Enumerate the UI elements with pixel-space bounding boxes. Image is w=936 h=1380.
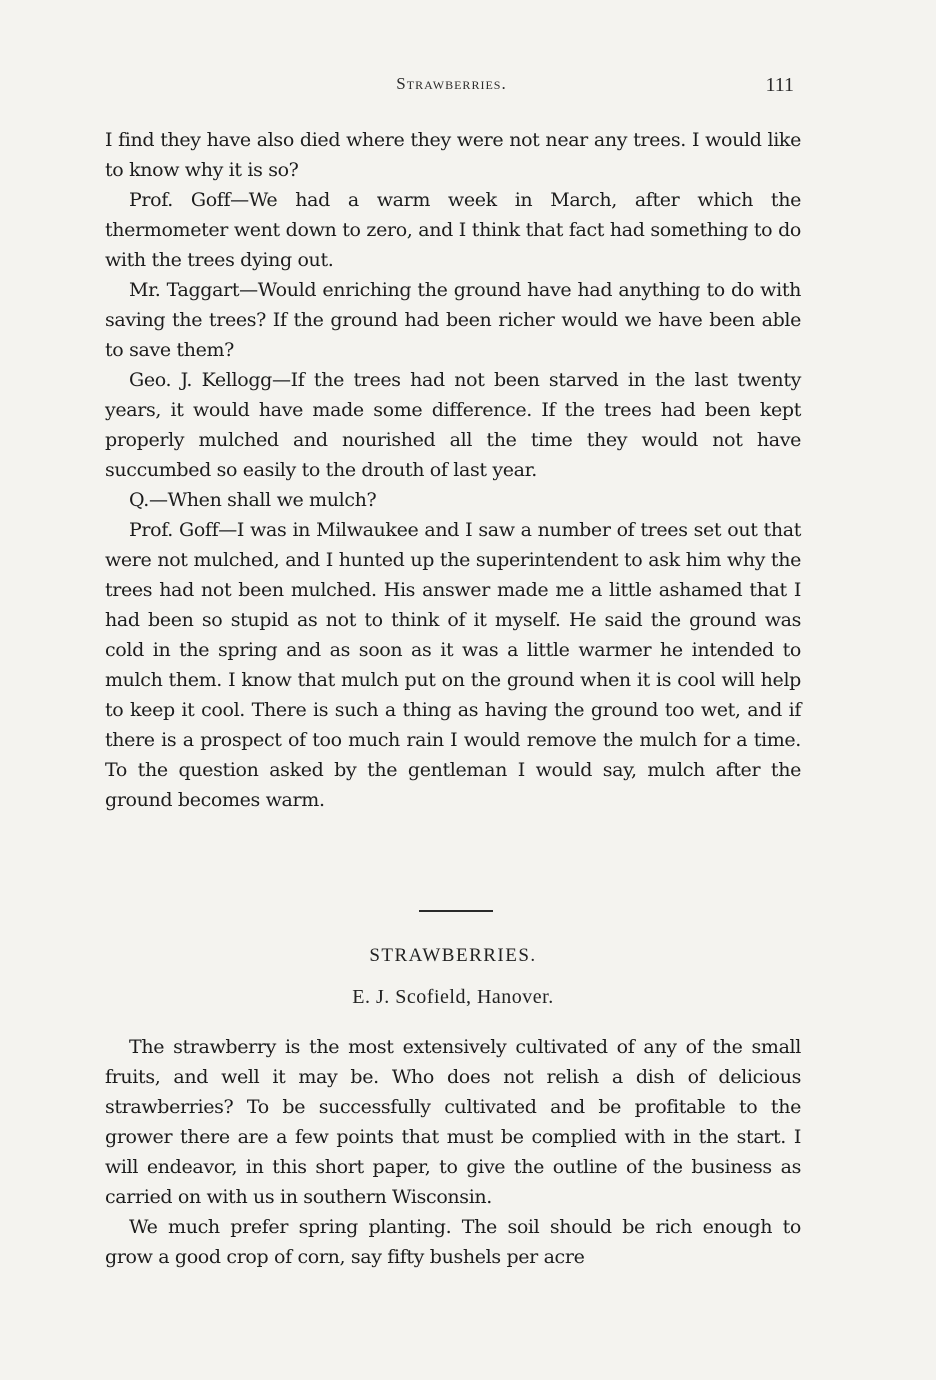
paragraph: Prof. Goff—We had a warm week in March, after which the thermometer went down to zero, and I think that fact had something to do with the trees dying out. <box>105 189 801 271</box>
paragraph: We much prefer spring planting. The soil should be rich enough to grow a good crop of corn, say fifty bushels per acre <box>105 1216 801 1268</box>
paragraph: Prof. Goff—I was in Milwaukee and I saw a number of trees set out that were not mulched, and I hunted up the superintendent to ask him why the trees had not been mulched. His answer made me a little ashamed that I had been so stupid as not to think of it myself. He said the ground was cold in the spring and as soon as it was a little warmer he intended to mulch them. I know that mulch put on the ground when it is cool will help to keep it cool. There is such a thing as having the ground too wet, and if there is a prospect of too much rain I would remove the mulch for a time. To the question asked by the gentleman I would say, mulch after the ground becomes warm. <box>105 519 801 811</box>
article-title: STRAWBERRIES. <box>369 945 537 966</box>
page-number: 111 <box>765 74 794 96</box>
article-text <box>105 1032 801 1272</box>
paragraph: Geo. J. Kellogg—If the trees had not been starved in the last twenty years, it would have made some difference. If the trees had been kept properly mulched and nourished all the time they would not have succumbed so easily to the drouth of last year. <box>105 369 801 481</box>
running-title: Strawberries. <box>396 74 507 93</box>
paragraph: Q.—When shall we mulch? <box>129 489 377 511</box>
article-byline: E. J. Scofield, Hanover. <box>352 986 554 1008</box>
paragraph: I find they have also died where they were not near any trees. I would like to know why it is so? <box>105 129 801 181</box>
section-divider <box>419 910 493 912</box>
running-head <box>105 74 798 104</box>
paragraph: The strawberry is the most extensively cultivated of any of the small fruits, and well it may be. Who does not relish a dish of delicious strawberries? To be successfully cultivated and be profitable to the grower there are a few points that must be complied with in the start. I will endeavor, in this short paper, to give the outline of the business as carried on with us in southern Wisconsin. <box>105 1036 801 1208</box>
paragraph: Mr. Taggart—Would enriching the ground have had anything to do with saving the trees? If the ground had been richer would we have been able to save them? <box>105 279 801 361</box>
discussion-text <box>105 125 801 815</box>
